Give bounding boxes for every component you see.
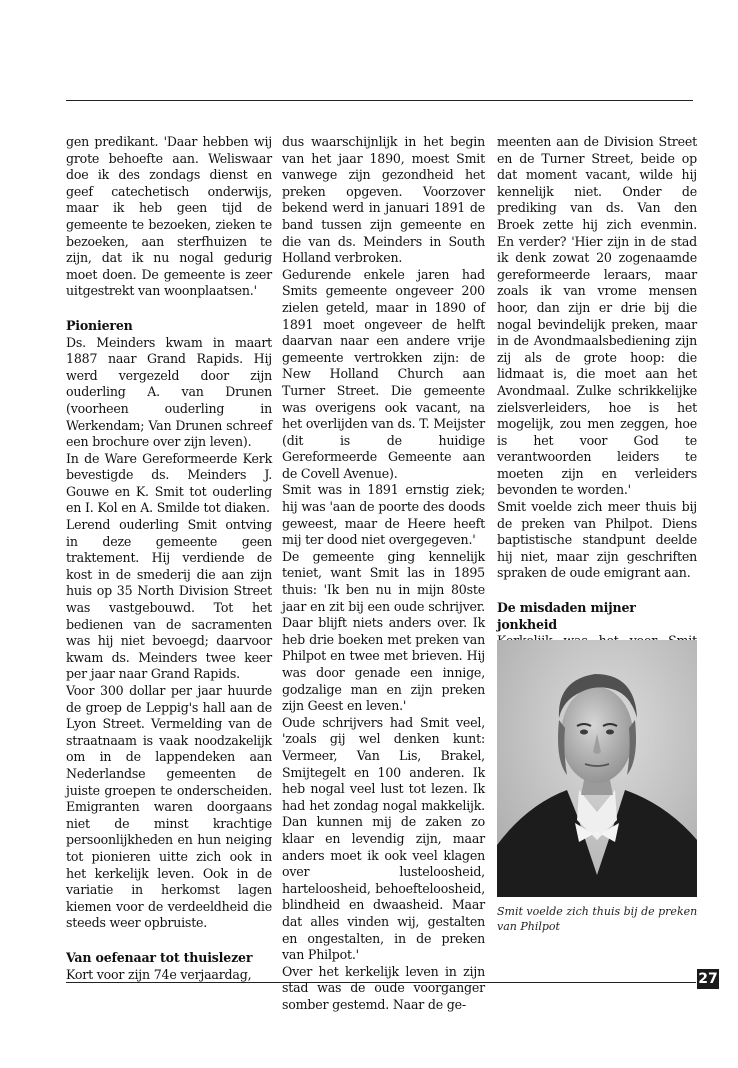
photo-caption: Smit voelde zich thuis bij de preken van Philpot	[497, 905, 698, 933]
paragraph: Oude schrijvers had Smit veel, 'zoals gij wel denken kunt: Vermeer, Van Lis, Brakel, Smijtegelt en 100 anderen. Ik heb nogal veel lust tot lezen. Ik had het zondag nogal makkelijk. Dan kunnen mij de zaken zo klaar en levendig zijn, maar anders moet ik ook veel klagen over lusteloosheid, harteloosheid, behoefteloosheid, blindheid en dwaasheid. Maar dat alles vinden wij, gestalten en ongestalten, in de preken van Philpot.'	[282, 714, 485, 963]
paragraph: Lerend ouderling Smit ontving in deze gemeente geen traktement. Hij verdiende de kost in de smederij die aan zijn huis op 35 North Division Street was vastgebouwd. Tot het bedienen van de sacramenten was hij niet bevoegd; daarvoor kwam ds. Meinders twee keer per jaar naar Grand Rapids.	[66, 517, 272, 682]
section-heading-oefenaar: Van oefenaar tot thuislezer	[66, 949, 253, 965]
paragraph: gen predikant. 'Daar hebben wij grote behoefte aan. Weliswaar doe ik des zondags dienst en geef catechetisch onderwijs, maar ik heb geen tijd de gemeente te bezoeken, zieken te bezoeken, aan sterfhuizen te zijn, dat ik nu nogal gedurig moet doen. De gemeente is zeer uitgestrekt van woonplaatsen.'	[66, 134, 272, 299]
column-2	[282, 134, 485, 1013]
section-heading-misdaden: De misdaden mijner jonkheid	[497, 600, 636, 632]
bottom-rule	[66, 982, 696, 983]
section-heading-pionieren: Pionieren	[66, 317, 133, 333]
paragraph: dus waarschijnlijk in het begin van het jaar 1890, moest Smit vanwege zijn gezondheid het preken opgeven. Voorzover bekend werd in januari 1891 de band tussen zijn gemeente en die van ds. Meinders in South Holland verbroken.	[282, 134, 485, 266]
portrait-photo	[497, 640, 697, 897]
paragraph: De gemeente ging kennelijk teniet, want Smit las in 1895 thuis: 'Ik ben nu in mijn 80ste jaar en zit bij een oude schrijver. Daar blijft niets anders over. Ik heb drie boeken met preken van Philpot en twee met brieven. Hij was door genade een innige, godzalige man en zijn preken zijn Geest en leven.'	[282, 548, 485, 714]
paragraph: Ds. Meinders kwam in maart 1887 naar Grand Rapids. Hij werd vergezeld door zijn ouderling A. van Drunen (voorheen ouderling in Werkendam; Van Drunen schreef een brochure over zijn leven).	[66, 334, 272, 450]
paragraph: Kort voor zijn 74e verjaardag,	[66, 966, 252, 982]
column-1	[66, 134, 272, 983]
paragraph: In de Ware Gereformeerde Kerk bevestigde ds. Meinders J. Gouwe en K. Smit tot ouderling en I. Kol en A. Smilde tot diaken.	[66, 450, 272, 516]
paragraph: Voor 300 dollar per jaar huurde de groep de Leppig's hall aan de Lyon Street. Vermelding van de straatnaam is vaak noodzakelijk om in de lappendeken aan Nederlandse gemeenten de juiste groepen te onderscheiden. Emigranten waren doorgaans niet de minst krachtige persoonlijkheden en hun neiging tot pionieren uitte zich ook in het kerkelijk leven. Ook in de variatie in herkomst lagen kiemen voor de verdeeldheid die steeds weer opbruiste.	[66, 683, 272, 931]
paragraph: meenten aan de Division Street en de Turner Street, beide op dat moment vacant, wilde hij kennelijk niet. Onder de prediking van ds. Van den Broek zette hij zich evenmin. En verder? 'Hier zijn in de stad ik denk zowat 20 zogenaamde gereformeerde leraars, maar zoals ik van vrome mensen hoor, dan zijn er drie bij die nogal bevindelijk preken, maar in de Avondmaalsbediening zijn zij als de grote hoop: die lidmaat is, die moet aan het Avondmaal. Zulke schrikkelijke zielsverleiders, hoe is het mogelijk, zou men zeggen, hoe is het voor God te verantwoorden leiders te moeten zijn en verleiders bevonden te worden.'	[497, 134, 697, 498]
paragraph: Smit was in 1891 ernstig ziek; hij was 'aan de poorte des doods geweest, maar de Heere heeft mij ter dood niet overgegeven.'	[282, 482, 485, 548]
paragraph: Smit voelde zich meer thuis bij de preken van Philpot. Diens baptistische standpunt deelde hij niet, maar zijn geschriften spraken de oude emigrant aan.	[497, 499, 697, 581]
paragraph: Gedurende enkele jaren had Smits gemeente ongeveer 200 zielen geteld, maar in 1890 of 1891 moet ongeveer de helft daarvan naar een andere vrije gemeente vertrokken zijn: de New Holland Church aan Turner Street. Die gemeente was overigens ook vacant, na het overlijden van ds. T. Meijster (dit is de huidige Gereformeerde Gemeente aan de Covell Avenue).	[282, 266, 485, 481]
paragraph: Over het kerkelijk leven in zijn stad was de oude voorganger somber gestemd. Naar de ge-	[282, 963, 485, 1012]
column-3	[497, 134, 697, 716]
top-rule	[66, 100, 693, 101]
page-number: 27	[698, 971, 718, 987]
